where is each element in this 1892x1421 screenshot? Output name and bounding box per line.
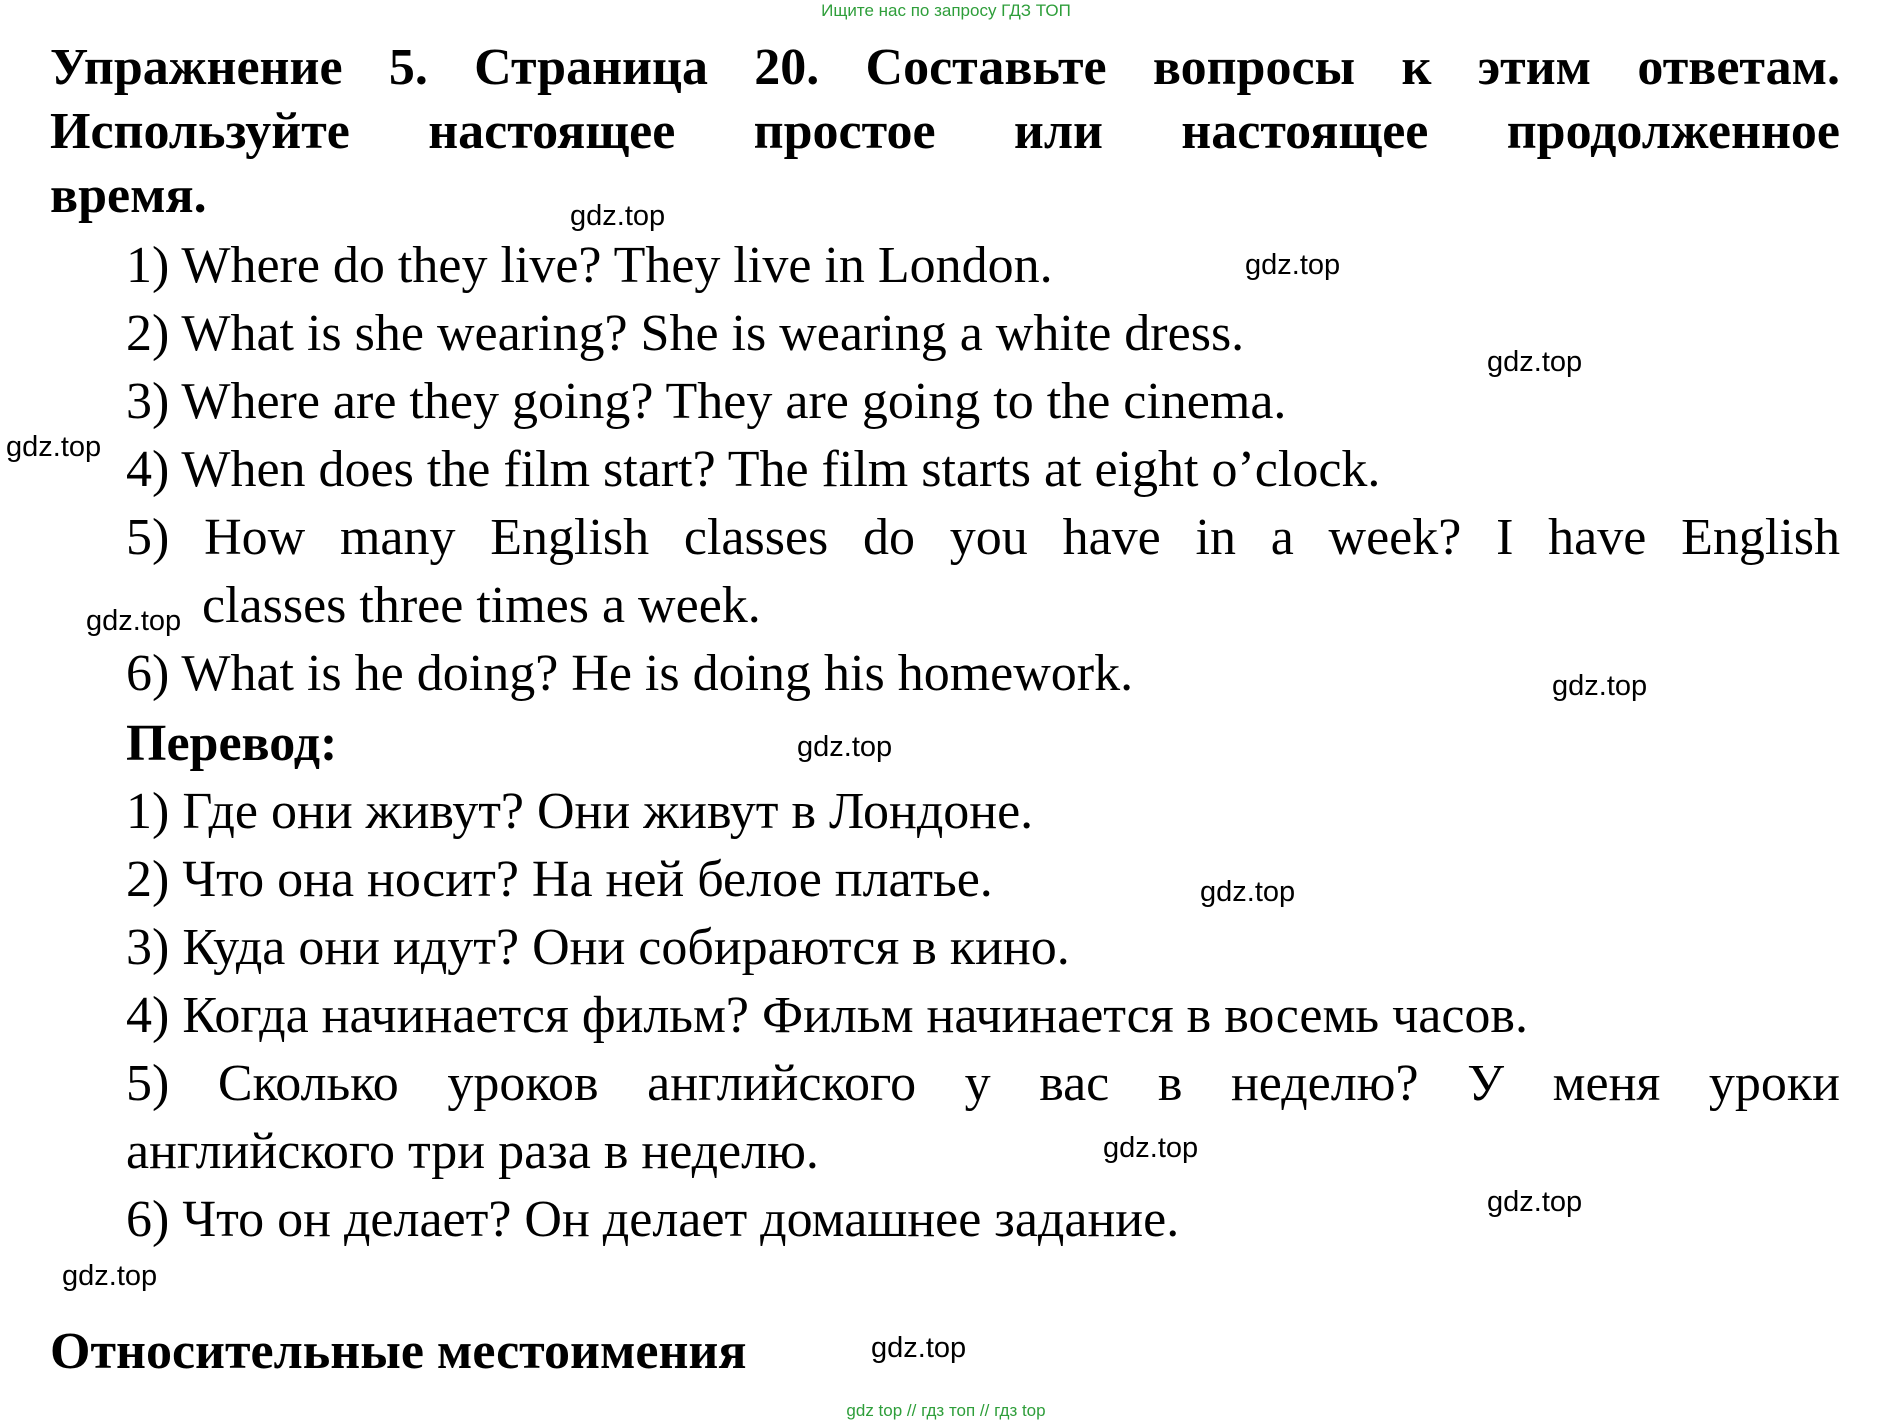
watermark: gdz.top [570, 200, 666, 232]
translation-line-2: 2) Что она носит? На ней белое платье. [126, 851, 993, 908]
translation-line-1: 1) Где они живут? Они живут в Лондоне. [126, 783, 1034, 840]
answer-6: 6) What is he doing? He is doing his homework. [126, 645, 1134, 702]
answer-4: 4) When does the film start? The film starts at eight o’clock. [126, 441, 1381, 498]
translation-line-4: 4) Когда начинается фильм? Фильм начинается в восемь часов. [126, 987, 1528, 1044]
watermark: gdz.top [871, 1332, 967, 1364]
translation-line-5-continued: английского три раза в неделю. [126, 1123, 819, 1180]
watermark: gdz.top [62, 1260, 158, 1292]
watermark: gdz.top [6, 431, 102, 463]
watermark: gdz.top [1200, 876, 1296, 908]
watermark: gdz.top [1487, 346, 1583, 378]
heading-line-1: Упражнение 5. Страница 20. Составьте вопросы к этим ответам. [50, 39, 1840, 96]
watermark: gdz.top [797, 731, 893, 763]
translation-line-5: 5) Сколько уроков английского у вас в неделю? У меня уроки [126, 1055, 1840, 1112]
top-banner[interactable]: Ищите нас по запросу ГДЗ ТОП [821, 1, 1071, 20]
watermark: gdz.top [1552, 670, 1648, 702]
translation-label: Перевод: [126, 715, 338, 772]
answer-5: 5) How many English classes do you have in a week? I have English [126, 509, 1840, 566]
section-title: Относительные местоимения [50, 1323, 747, 1380]
heading-line-3: время. [50, 167, 207, 224]
heading-line-2: Используйте настоящее простое или настоящее продолженное [50, 103, 1840, 160]
footer-links[interactable]: gdz top // гдз топ // гдз top [846, 1401, 1046, 1420]
watermark: gdz.top [1245, 249, 1341, 281]
exercise-heading [50, 36, 1840, 228]
translation-line-6: 6) Что он делает? Он делает домашнее задание. [126, 1191, 1180, 1248]
answer-1: 1) Where do they live? They live in London. [126, 237, 1053, 294]
translation-line-3: 3) Куда они идут? Они собираются в кино. [126, 919, 1070, 976]
answer-5-continued: classes three times a week. [202, 577, 761, 634]
watermark: gdz.top [1103, 1132, 1199, 1164]
watermark: gdz.top [1487, 1186, 1583, 1218]
watermark: gdz.top [86, 605, 182, 637]
answer-3: 3) Where are they going? They are going to the cinema. [126, 373, 1287, 430]
answer-2: 2) What is she wearing? She is wearing a white dress. [126, 305, 1245, 362]
